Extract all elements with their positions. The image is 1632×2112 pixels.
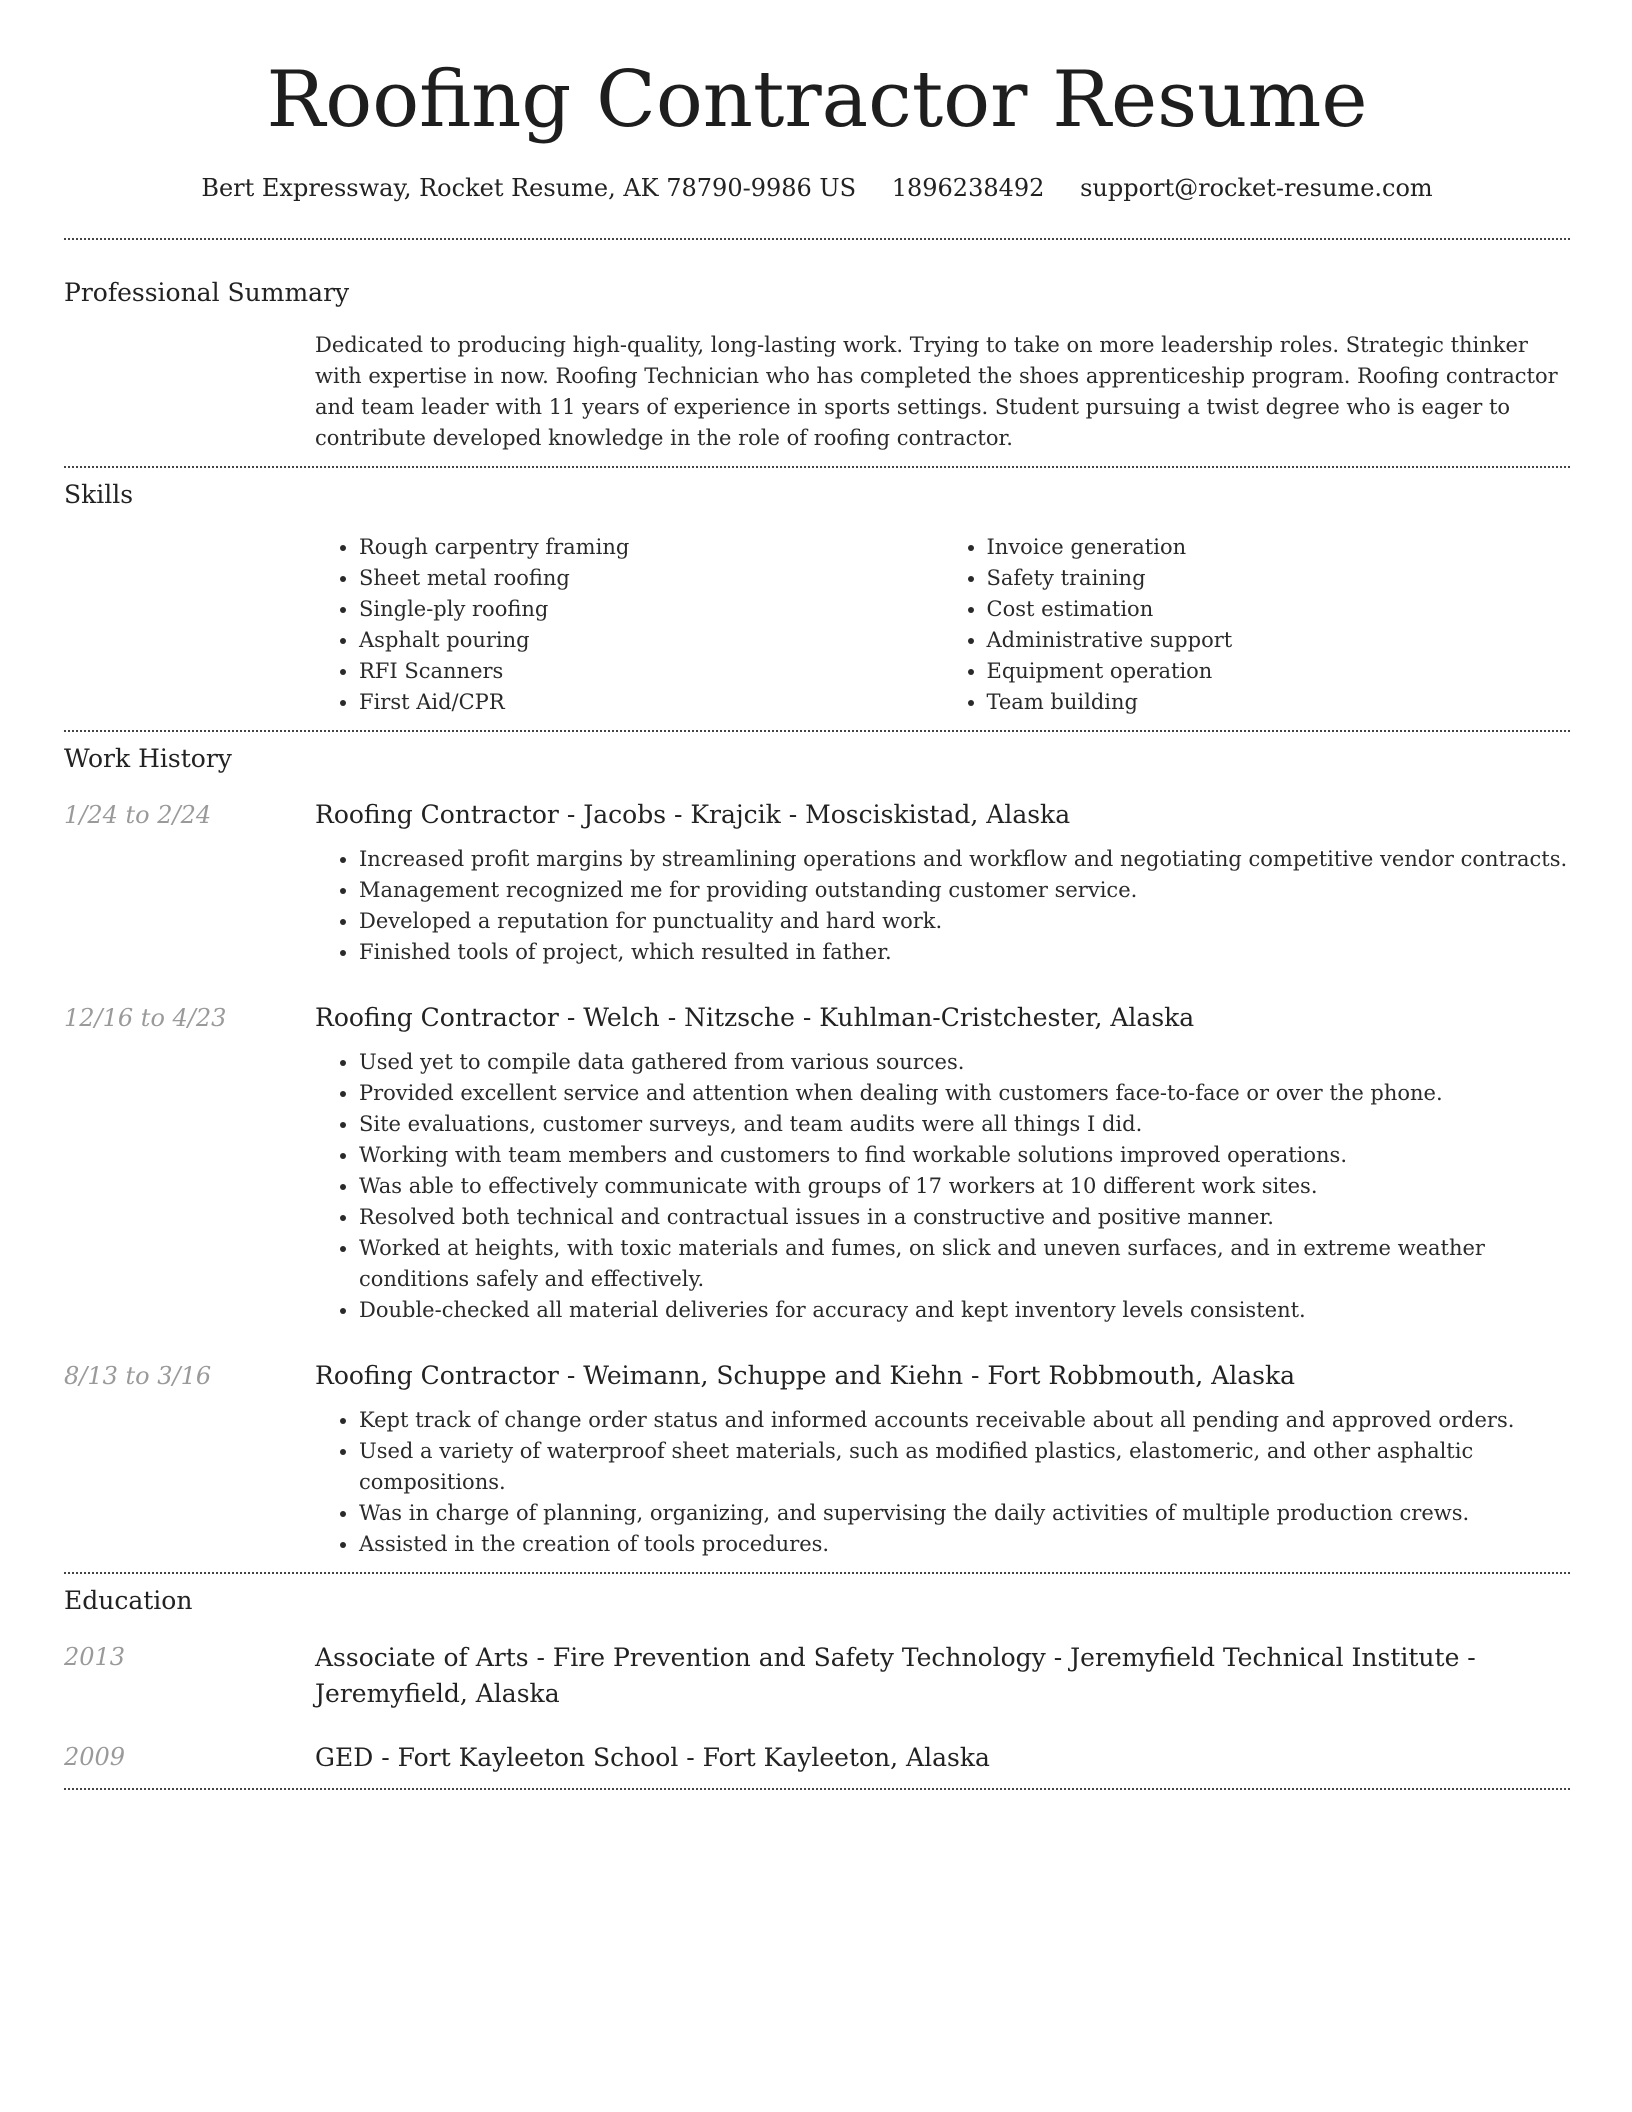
phone-text: 1896238492 bbox=[891, 174, 1045, 202]
education-entry bbox=[64, 1740, 1570, 1776]
divider bbox=[64, 1572, 1570, 1574]
job-bullet: • Finished tools of project, which resulted in father. bbox=[359, 937, 1570, 968]
divider bbox=[64, 238, 1570, 240]
skills-list-left bbox=[315, 532, 943, 718]
job-bullet: • Was able to effectively communicate with groups of 17 workers at 10 different work sites. bbox=[359, 1171, 1570, 1202]
job-bullet: • Assisted in the creation of tools procedures. bbox=[359, 1529, 1570, 1560]
skill-item: • Safety training bbox=[987, 563, 1571, 594]
work-heading: Work History bbox=[64, 744, 232, 773]
education-heading: Education bbox=[64, 1586, 193, 1615]
job-dates: 12/16 to 4/23 bbox=[64, 1004, 227, 1032]
job-bullet: • Worked at heights, with toxic materials and fumes, on slick and uneven surfaces, and in extreme weather conditions safely and effectively. bbox=[359, 1233, 1570, 1295]
job-bullet: • Used yet to compile data gathered from various sources. bbox=[359, 1047, 1570, 1078]
skill-item: • Administrative support bbox=[987, 625, 1571, 656]
skill-item: • Invoice generation bbox=[987, 532, 1571, 563]
work-section bbox=[64, 742, 1570, 1560]
job-bullets bbox=[315, 1047, 1570, 1326]
job-title: Roofing Contractor - Jacobs - Krajcik - Mosciskistad, Alaska bbox=[315, 800, 1071, 829]
skill-item: • First Aid/CPR bbox=[359, 687, 943, 718]
summary-heading: Professional Summary bbox=[64, 278, 350, 307]
job-bullet: • Increased profit margins by streamlining operations and workflow and negotiating competitive vendor contracts. bbox=[359, 844, 1570, 875]
skill-item: • RFI Scanners bbox=[359, 656, 943, 687]
email-text: support@rocket-resume.com bbox=[1080, 174, 1433, 202]
job-title: Roofing Contractor - Weimann, Schuppe and Kiehn - Fort Robbmouth, Alaska bbox=[315, 1361, 1296, 1390]
job-bullet: • Double-checked all material deliveries for accuracy and kept inventory levels consistent. bbox=[359, 1295, 1570, 1326]
skills-section bbox=[64, 478, 1570, 718]
job-entry bbox=[64, 1359, 1570, 1560]
job-bullet: • Resolved both technical and contractual issues in a constructive and positive manner. bbox=[359, 1202, 1570, 1233]
education-section bbox=[64, 1584, 1570, 1776]
education-title: Associate of Arts - Fire Prevention and Safety Technology - Jeremyfield Technical Institute - Jeremyfield, Alaska bbox=[315, 1643, 1476, 1708]
education-title: GED - Fort Kayleeton School - Fort Kayleeton, Alaska bbox=[315, 1743, 990, 1772]
address-text: Bert Expressway, Rocket Resume, AK 78790-9986 US bbox=[201, 174, 857, 202]
job-bullet: • Kept track of change order status and informed accounts receivable about all pending and approved orders. bbox=[359, 1405, 1570, 1436]
education-entry bbox=[64, 1640, 1570, 1712]
job-bullet: • Developed a reputation for punctuality and hard work. bbox=[359, 906, 1570, 937]
divider bbox=[64, 466, 1570, 468]
job-bullet: • Was in charge of planning, organizing, and supervising the daily activities of multiple production crews. bbox=[359, 1498, 1570, 1529]
divider bbox=[64, 1788, 1570, 1790]
skill-item: • Cost estimation bbox=[987, 594, 1571, 625]
skill-item: • Team building bbox=[987, 687, 1571, 718]
job-bullet: • Management recognized me for providing outstanding customer service. bbox=[359, 875, 1570, 906]
job-bullets bbox=[315, 844, 1570, 968]
job-dates: 8/13 to 3/16 bbox=[64, 1362, 212, 1390]
resume-page bbox=[64, 0, 1570, 1790]
job-bullet: • Working with team members and customers to find workable solutions improved operations. bbox=[359, 1140, 1570, 1171]
job-bullet: • Used a variety of waterproof sheet materials, such as modified plastics, elastomeric, and other asphaltic compositions. bbox=[359, 1436, 1570, 1498]
skill-item: • Asphalt pouring bbox=[359, 625, 943, 656]
resume-title: Roofing Contractor Resume bbox=[266, 55, 1368, 145]
job-bullet: • Site evaluations, customer surveys, and team audits were all things I did. bbox=[359, 1109, 1570, 1140]
job-bullet: • Provided excellent service and attention when dealing with customers face-to-face or over the phone. bbox=[359, 1078, 1570, 1109]
divider bbox=[64, 730, 1570, 732]
job-dates: 1/24 to 2/24 bbox=[64, 801, 212, 829]
skills-heading: Skills bbox=[64, 480, 134, 509]
contact-line bbox=[64, 172, 1570, 204]
skill-item: • Equipment operation bbox=[987, 656, 1571, 687]
skills-list-right bbox=[943, 532, 1571, 718]
summary-section bbox=[64, 276, 1570, 454]
job-title: Roofing Contractor - Welch - Nitzsche - Kuhlman-Cristchester, Alaska bbox=[315, 1003, 1195, 1032]
education-year: 2013 bbox=[64, 1643, 126, 1671]
skill-item: • Single-ply roofing bbox=[359, 594, 943, 625]
summary-text: Dedicated to producing high-quality, long-lasting work. Trying to take on more leadership roles. Strategic thinker with expertise in now. Roofing Technician who has completed the shoes apprenticeship program. Roofing contractor and team leader with 11 years of experience in sports settings. Student pursuing a twist degree who is eager to contribute developed knowledge in the role of roofing contractor. bbox=[315, 333, 1558, 450]
job-entry bbox=[64, 1001, 1570, 1326]
skill-item: • Rough carpentry framing bbox=[359, 532, 943, 563]
education-year: 2009 bbox=[64, 1743, 126, 1771]
skill-item: • Sheet metal roofing bbox=[359, 563, 943, 594]
job-entry bbox=[64, 798, 1570, 968]
job-bullets bbox=[315, 1405, 1570, 1560]
